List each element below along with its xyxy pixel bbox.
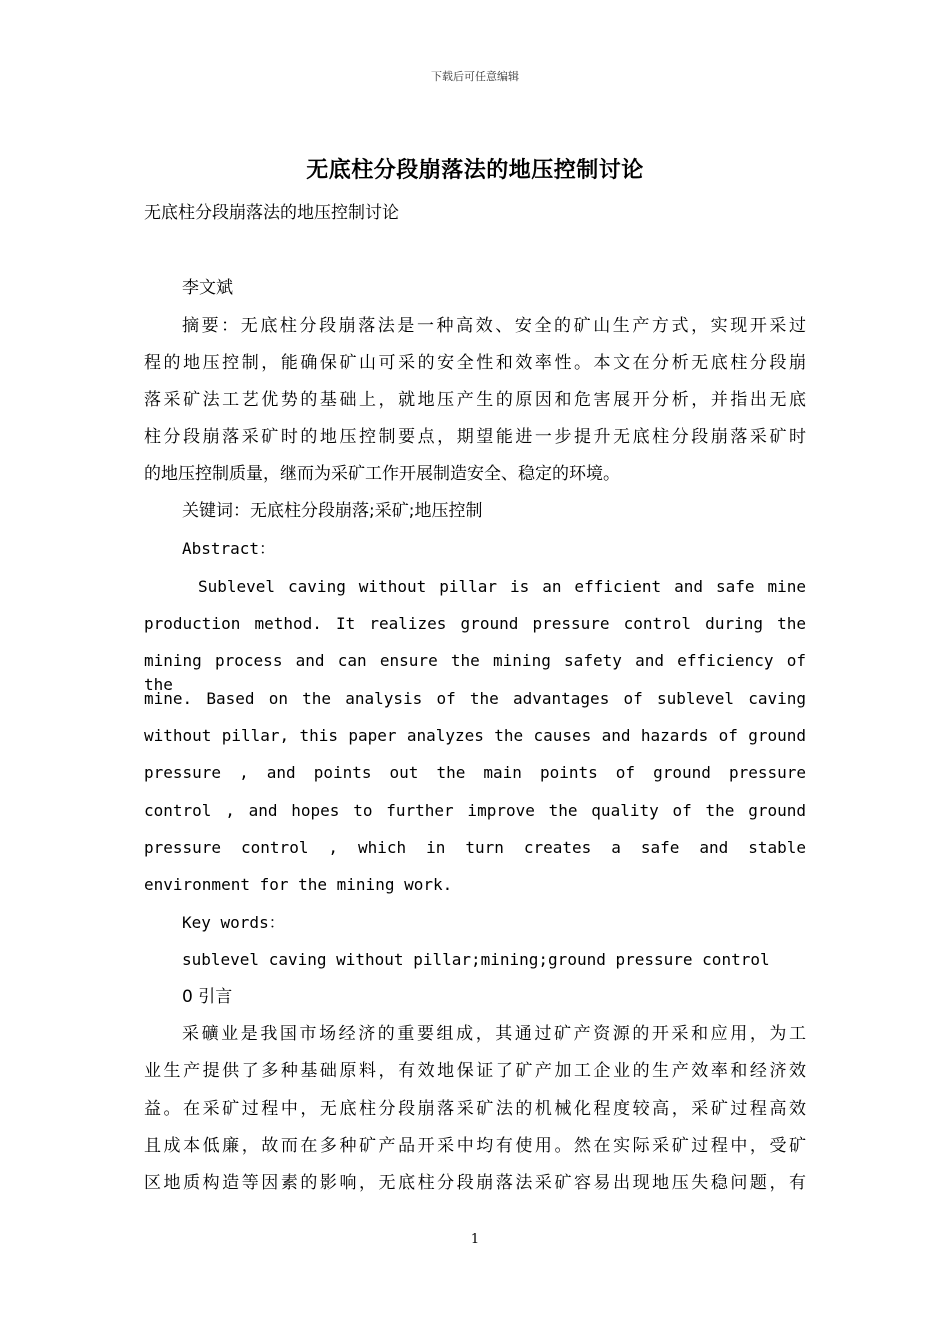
abstract-cn-line: 摘要：无底柱分段崩落法是一种高效、安全的矿山生产方式，实现开采过 [182,316,806,336]
abstract-en-line: Sublevel caving without pillar is an efficient and safe mine [198,577,806,596]
intro-line: 业生产提供了多种基础原料，有效地保证了矿产加工企业的生产效率和经济效 [144,1061,806,1081]
section-heading: 0 引言 [182,987,233,1007]
document-title: 无底柱分段崩落法的地压控制讨论 [306,158,644,183]
author-name: 李文斌 [182,278,233,298]
abstract-en-line: mine. Based on the analysis of the advantages of sublevel caving [144,689,806,708]
abstract-en-line: production method. It realizes ground pressure control during the [144,614,806,633]
abstract-en-line: environment for the mining work. [144,875,453,894]
intro-line: 采礦业是我国市场经济的重要组成，其通过矿产资源的开采和应用，为工 [182,1024,806,1044]
abstract-en-label: Abstract： [182,539,276,558]
keywords-en-label: Key words： [182,913,285,932]
abstract-en-line: control , and hopes to further improve the quality of the ground [144,801,806,820]
header-note: 下载后可任意编辑 [431,70,519,83]
keywords-cn: 关键词：无底柱分段崩落;采矿;地压控制 [182,501,483,521]
keywords-en: sublevel caving without pillar;mining;ground pressure control [182,950,770,969]
abstract-cn-line: 程的地压控制，能确保矿山可采的安全性和效率性。本文在分析无底柱分段崩 [144,353,806,373]
intro-line: 益。在采矿过程中，无底柱分段崩落采矿法的机械化程度较高，采矿过程高效 [144,1099,806,1119]
intro-line: 区地质构造等因素的影响，无底柱分段崩落法采矿容易出现地压失稳问题，有 [144,1173,806,1193]
abstract-cn-line: 的地压控制质量，继而为采矿工作开展制造安全、稳定的环境。 [144,464,620,484]
page-number: 1 [470,1232,480,1247]
abstract-cn-line: 落采矿法工艺优势的基础上，就地压产生的原因和危害展开分析，并指出无底 [144,390,806,410]
abstract-en-line: pressure , and points out the main points of ground pressure [144,763,806,782]
intro-line: 且成本低廉，故而在多种矿产品开采中均有使用。然在实际采矿过程中，受矿 [144,1136,806,1156]
abstract-en-line: without pillar, this paper analyzes the causes and hazards of ground [144,726,806,745]
abstract-en-line: pressure control , which in turn creates a safe and stable [144,838,806,857]
document-subtitle: 无底柱分段崩落法的地压控制讨论 [144,203,399,223]
abstract-cn-line: 柱分段崩落采矿时的地压控制要点，期望能进一步提升无底柱分段崩落采矿时 [144,427,806,447]
abstract-en-line: mining process and can ensure the mining safety and efficiency of the [144,651,806,694]
